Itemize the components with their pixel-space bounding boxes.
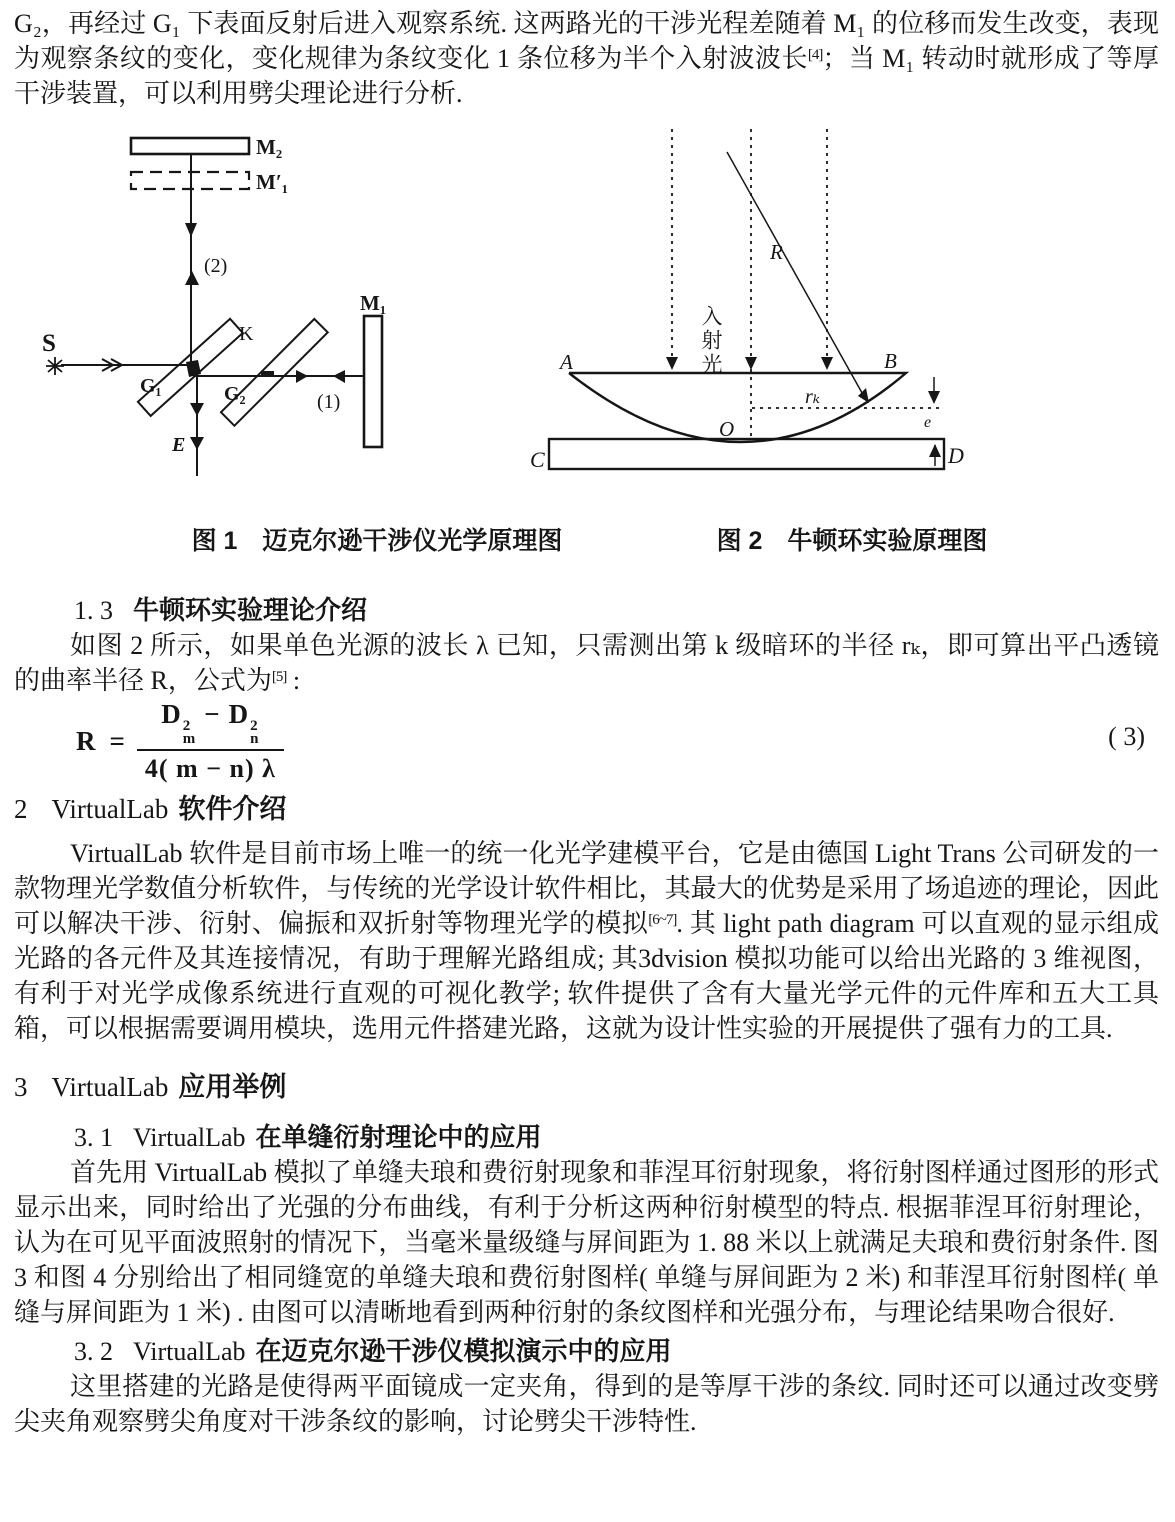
label-g1: G₁: [140, 375, 162, 397]
label-a: A: [560, 350, 573, 374]
section-3-number: 3: [14, 1072, 28, 1102]
section-3-1-number: 3. 1: [74, 1123, 113, 1152]
label-m1-virtual: M′₁: [256, 170, 289, 194]
section-3-2-number: 3. 2: [74, 1337, 113, 1366]
sec2-text-2: . 其 light path diagram 可以直观的显示组成光路的各元件及其连接情况，有助于理解光路组成; 其3dvision 模拟功能可以给出光路的 3 维视图，有利于对光学成像系统进行直观的可视化教学; 软件提供了含有大量光学元件的元件库和五大工具箱，可以根据需要调用模块，选用元件搭建光路，这就为设计性实验的开展提供了强有力的工具.: [14, 909, 1159, 1043]
source-star-icon: [46, 357, 64, 375]
citation-ref-5: [5]: [271, 669, 287, 685]
label-incident-light: 入射光: [699, 305, 723, 377]
section-3-1-paragraph: 首先用 VirtualLab 模拟了单缝夫琅和费衍射现象和菲涅耳衍射现象，将衍射图样通过图形的形式显示出来，同时给出了光强的分布曲线，有利于分析这两种衍射模型的特点. 根据菲涅耳衍射理论，认为在可见平面波照射的情况下，当毫米量级缝与屏间距为 1. 88 米以上就满足夫琅和费衍射条件. 图 3 和图 4 分别给出了相同缝宽的单缝夫琅和费衍射图样( 单缝与屏间距为 2 米) 和菲涅耳衍射图样( 单缝与屏间距为 1 米) . 由图可以清晰地看到两种衍射的条纹图样和光强分布，与理论结果吻合很好.: [14, 1158, 1159, 1327]
section-2-heading: [14, 790, 1159, 828]
section-3-2-paragraph: 这里搭建的光路是使得两平面镜成一定夹角，得到的是等厚干涉的条纹. 同时还可以通过改变劈尖夹角观察劈尖角度对干涉条纹的影响，讨论劈尖干涉特性.: [14, 1372, 1159, 1436]
section-1-3-title: 牛顿环实验理论介绍: [133, 595, 368, 625]
label-beam-2: (2): [204, 255, 228, 277]
section-2-latin: VirtualLab: [51, 794, 169, 824]
formula-d2-scripts: [250, 717, 260, 747]
figure-2-caption: 图 2 牛顿环实验原理图: [716, 527, 988, 555]
label-m2: M₂: [256, 135, 283, 159]
section-3-1-title: 在单缝衍射理论中的应用: [255, 1122, 542, 1152]
section-2-title: 软件介绍: [178, 794, 287, 824]
section-1-3-paragraph: [14, 628, 1159, 698]
label-radius-r: R: [770, 240, 783, 264]
label-c: C: [530, 447, 545, 472]
formula-numerator: [137, 699, 284, 749]
formula-d1-sup: 2: [182, 717, 192, 734]
label-gap-e: e: [924, 414, 932, 431]
figures-row: [14, 119, 1159, 519]
label-e-out: E: [172, 434, 186, 456]
flat-glass-plate-shape: [549, 439, 944, 469]
formula-fraction: [137, 699, 284, 784]
section-3-heading: [14, 1068, 1159, 1106]
sec13-text-1: 如图 2 所示，如果单色光源的波长 λ 已知，只需测出第 k 级暗环的半径 rₖ，即可算出平凸透镜的曲率半径 R，公式为: [14, 631, 1159, 695]
section-3-2-heading: [74, 1334, 1159, 1369]
formula-lhs: R: [76, 725, 96, 756]
formula-d1-scripts: [182, 717, 197, 747]
figure-1-michelson-diagram: [14, 119, 514, 519]
section-2-paragraph: [14, 836, 1159, 1046]
equation-number: ( 3): [1108, 722, 1145, 751]
intro-text-2: ；当 M₁ 转动时就形成了等厚干涉装置，可以利用劈尖理论进行分析.: [14, 44, 1159, 108]
compensator-g2-shape: [221, 319, 328, 426]
label-o: O: [719, 417, 735, 441]
figure-1-caption: 图 1 迈克尔逊干涉仪光学原理图: [191, 527, 563, 555]
fig1-optical-elements: [61, 138, 382, 476]
captions-row: [14, 521, 1159, 559]
label-source-s: S: [42, 330, 56, 357]
section-3-1-heading: [74, 1120, 1159, 1155]
formula-d1: D: [161, 698, 182, 729]
formula-d2-sub: n: [250, 730, 260, 747]
label-g2: G₂: [224, 383, 246, 405]
sec13-text-2: :: [286, 666, 301, 695]
section-3-2-title: 在迈克尔逊干涉仪模拟演示中的应用: [255, 1336, 672, 1366]
mirror-m2-shape: [131, 138, 249, 154]
sec2-text-1: VirtualLab 软件是目前市场上唯一的统一化光学建模平台，它是由德国 Light Trans 公司研发的一款物理光学数值分析软件，与传统的光学设计软件相比，其最大的优势是采用了场追迹的理论，因此可以解决干涉、衍射、偏振和双折射等物理光学的模拟: [14, 839, 1159, 938]
label-d: D: [948, 443, 964, 468]
label-rk: rₖ: [805, 386, 821, 408]
intro-text-1: G₂，再经过 G₁ 下表面反射后进入观察系统. 这两路光的干涉光程差随着 M₁ 的位移而发生改变，表现为观察条纹的变化，变化规律为条纹变化 1 条位移为半个入射波波长: [14, 9, 1159, 73]
figure-2-newton-rings-diagram: [514, 119, 1089, 519]
section-1-3-heading: [74, 593, 1159, 628]
formula-d2: D: [228, 698, 250, 729]
plano-convex-lens-shape: [569, 373, 906, 442]
label-beam-1: (1): [317, 391, 341, 413]
mirror-m1-shape: [364, 316, 382, 447]
section-3-1-latin: VirtualLab: [133, 1123, 246, 1152]
citation-ref-6-7: [6~7]: [648, 912, 677, 928]
formula-minus: −: [204, 698, 221, 729]
formula-d1-sub: m: [182, 730, 197, 747]
formula-d2-sup: 2: [250, 717, 259, 734]
fig2-solid-lines: [727, 152, 935, 466]
label-m1: M₁: [360, 291, 387, 315]
section-2-number: 2: [14, 794, 28, 824]
section-1-3-number: 1. 3: [74, 596, 113, 625]
label-b: B: [884, 349, 897, 373]
formula-equals: =: [109, 725, 125, 756]
section-3-2-latin: VirtualLab: [133, 1337, 246, 1366]
equation-3: [14, 698, 1159, 783]
label-k: K: [239, 323, 254, 345]
section-3-title: 应用举例: [178, 1072, 287, 1102]
intro-paragraph: [14, 6, 1159, 111]
formula-denominator: 4( m − n) λ: [137, 749, 284, 784]
citation-ref-4: [4]: [807, 47, 823, 63]
section-3-latin: VirtualLab: [51, 1072, 169, 1102]
